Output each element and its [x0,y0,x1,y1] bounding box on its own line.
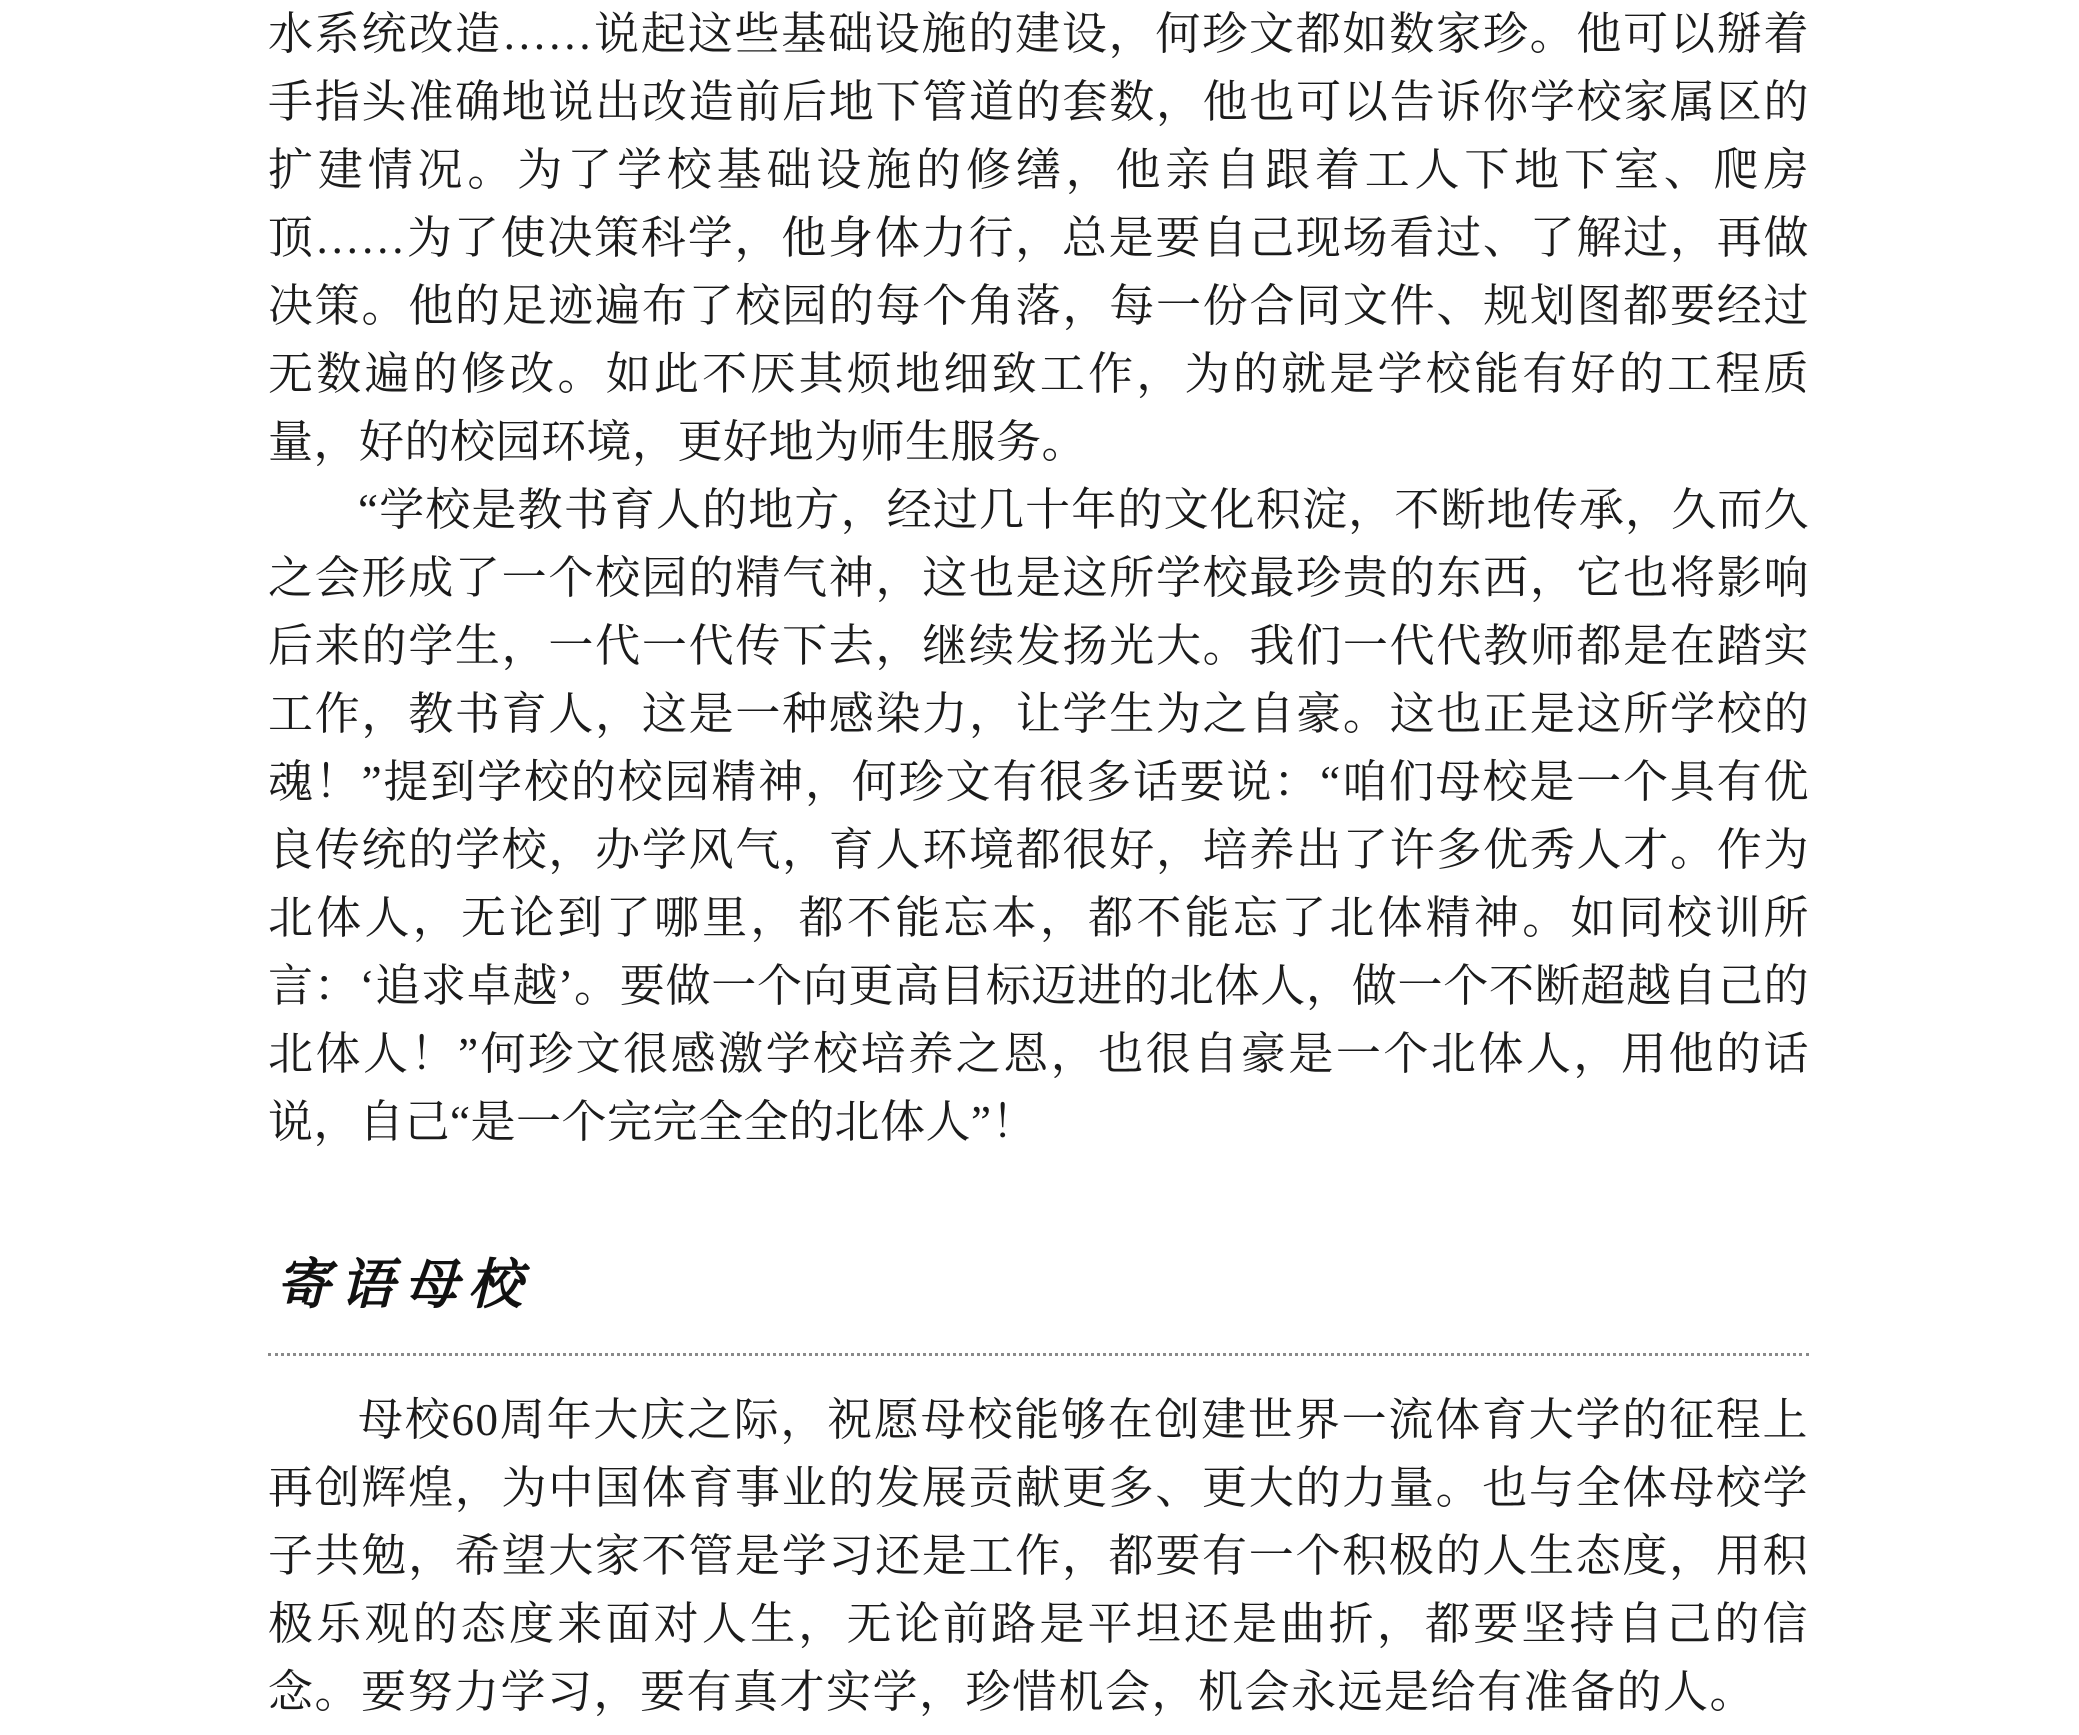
section-spacer [268,1156,1809,1242]
section-heading-message-to-alma-mater: 寄语母校 [276,1253,532,1316]
section-divider [268,1353,1809,1356]
article-body [268,0,1809,1156]
section-body [268,1386,1809,1726]
paragraph-message: 母校60周年大庆之际，祝愿母校能够在创建世界一流体育大学的征程上再创辉煌，为中国体育事业的发展贡献更多、更大的力量。也与全体母校学子共勉，希望大家不管是学习还是工作，都要有一个积极的人生态度，用积极乐观的态度来面对人生，无论前路是平坦还是曲折，都要坚持自己的信念。要努力学习，要有真才实学，珍惜机会，机会永远是给有准备的人。 [268,1395,1809,1717]
paragraph-infrastructure: 水系统改造……说起这些基础设施的建设，何珍文都如数家珍。他可以掰着手指头准确地说出改造前后地下管道的套数，他也可以告诉你学校家属区的扩建情况。为了学校基础设施的修缮，他亲自跟着工人下地下室、爬房顶……为了使决策科学，他身体力行，总是要自己现场看过、了解过，再做决策。他的足迹遍布了校园的每个角落，每一份合同文件、规划图都要经过无数遍的修改。如此不厌其烦地细致工作，为的就是学校能有好的工程质量，好的校园环境，更好地为师生服务。 [268,9,1809,467]
paragraph-campus-spirit: “学校是教书育人的地方，经过几十年的文化积淀，不断地传承，久而久之会形成了一个校园的精气神，这也是这所学校最珍贵的东西，它也将影响后来的学生，一代一代传下去，继续发扬光大。我们一代代教师都是在踏实工作，教书育人，这是一种感染力，让学生为之自豪。这也正是这所学校的魂！”提到学校的校园精神，何珍文有很多话要说：“咱们母校是一个具有优良传统的学校，办学风气，育人环境都很好，培养出了许多优秀人才。作为北体人，无论到了哪里，都不能忘本，都不能忘了北体精神。如同校训所言：‘追求卓越’。要做一个向更高目标迈进的北体人，做一个不断超越自己的北体人！”何珍文很感激学校培养之恩，也很自豪是一个北体人，用他的话说，自己“是一个完完全全的北体人”！ [268,485,1809,1147]
